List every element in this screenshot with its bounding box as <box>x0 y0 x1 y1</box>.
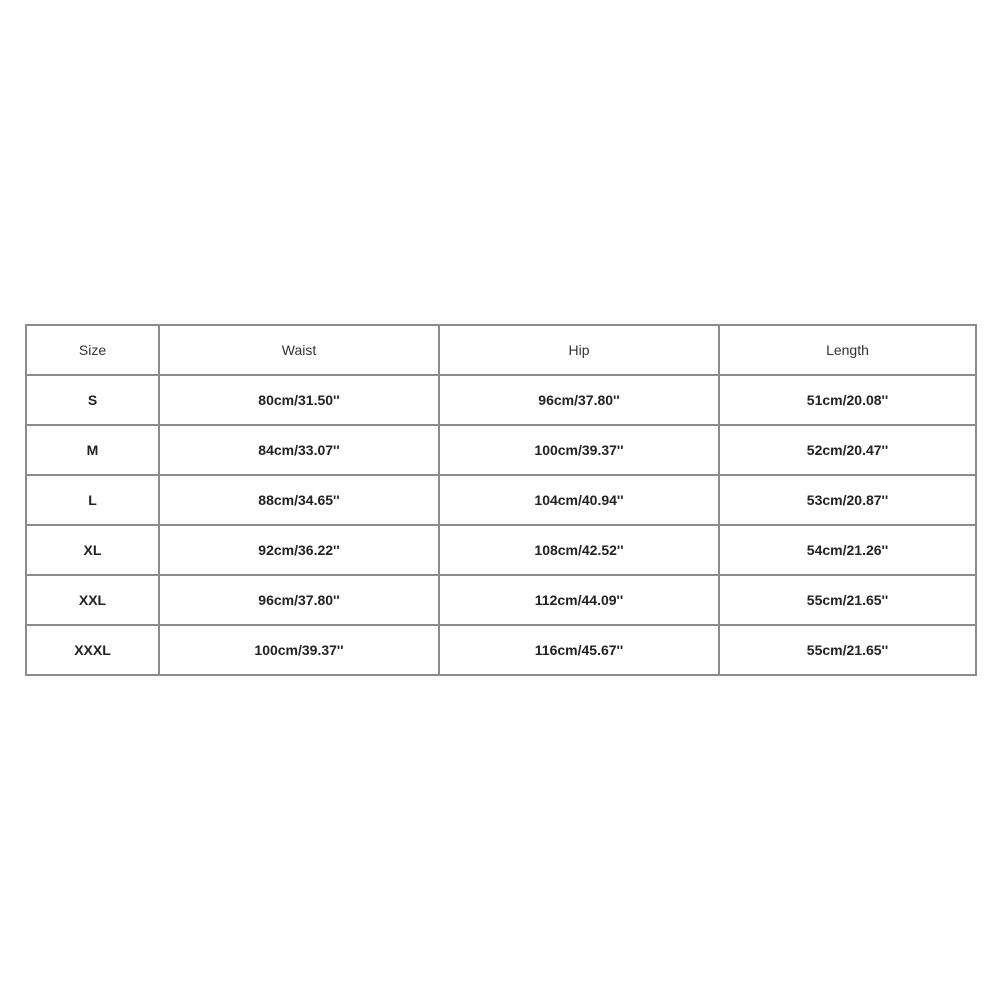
header-size: Size <box>26 325 159 375</box>
table-row <box>26 375 976 425</box>
length-cell: 55cm/21.65'' <box>719 575 976 625</box>
length-cell: 54cm/21.26'' <box>719 525 976 575</box>
table-row <box>26 475 976 525</box>
header-length: Length <box>719 325 976 375</box>
size-chart-table <box>25 324 977 676</box>
waist-cell: 96cm/37.80'' <box>159 575 439 625</box>
size-cell: XXL <box>26 575 159 625</box>
hip-cell: 96cm/37.80'' <box>439 375 719 425</box>
hip-cell: 104cm/40.94'' <box>439 475 719 525</box>
length-cell: 52cm/20.47'' <box>719 425 976 475</box>
size-cell: XXXL <box>26 625 159 675</box>
waist-cell: 84cm/33.07'' <box>159 425 439 475</box>
waist-cell: 100cm/39.37'' <box>159 625 439 675</box>
hip-cell: 116cm/45.67'' <box>439 625 719 675</box>
header-hip: Hip <box>439 325 719 375</box>
table-row <box>26 425 976 475</box>
waist-cell: 92cm/36.22'' <box>159 525 439 575</box>
hip-cell: 108cm/42.52'' <box>439 525 719 575</box>
length-cell: 55cm/21.65'' <box>719 625 976 675</box>
waist-cell: 88cm/34.65'' <box>159 475 439 525</box>
size-cell: L <box>26 475 159 525</box>
header-row <box>26 325 976 375</box>
length-cell: 51cm/20.08'' <box>719 375 976 425</box>
hip-cell: 112cm/44.09'' <box>439 575 719 625</box>
table-row <box>26 625 976 675</box>
length-cell: 53cm/20.87'' <box>719 475 976 525</box>
header-waist: Waist <box>159 325 439 375</box>
size-cell: S <box>26 375 159 425</box>
table-row <box>26 525 976 575</box>
hip-cell: 100cm/39.37'' <box>439 425 719 475</box>
size-cell: M <box>26 425 159 475</box>
size-cell: XL <box>26 525 159 575</box>
table-row <box>26 575 976 625</box>
waist-cell: 80cm/31.50'' <box>159 375 439 425</box>
